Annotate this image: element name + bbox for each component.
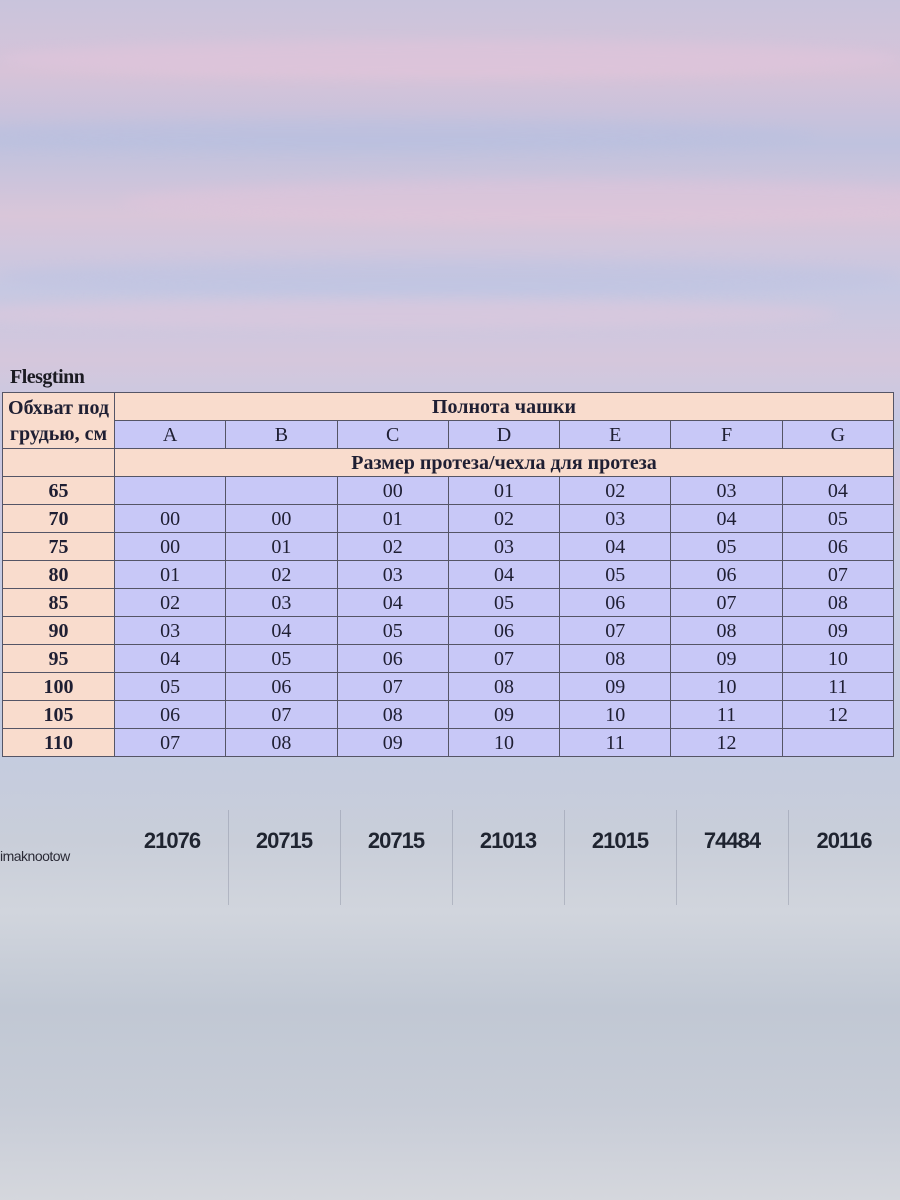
size-cell: 00 bbox=[226, 505, 337, 533]
footer-code bbox=[564, 810, 677, 905]
size-cell: 10 bbox=[671, 673, 782, 701]
table-row bbox=[3, 617, 894, 645]
girth-value: 65 bbox=[3, 477, 115, 505]
background-cloud bbox=[0, 40, 900, 78]
girth-value: 100 bbox=[3, 673, 115, 701]
size-cell: 01 bbox=[115, 561, 226, 589]
size-cell: 07 bbox=[782, 561, 893, 589]
blank-cell bbox=[3, 449, 115, 477]
size-cell: 06 bbox=[782, 533, 893, 561]
size-cell: 05 bbox=[115, 673, 226, 701]
size-cell: 00 bbox=[115, 533, 226, 561]
footer-code-text: 20715 bbox=[255, 828, 313, 853]
footer-code bbox=[788, 810, 900, 905]
size-cell: 00 bbox=[115, 505, 226, 533]
girth-header: Обхват под грудью, см bbox=[3, 393, 115, 449]
girth-value: 95 bbox=[3, 645, 115, 673]
size-cell: 08 bbox=[448, 673, 559, 701]
size-cell: 09 bbox=[782, 617, 893, 645]
size-cell: 11 bbox=[782, 673, 893, 701]
size-chart-table bbox=[2, 392, 894, 757]
size-cell: 08 bbox=[337, 701, 448, 729]
size-cell: 04 bbox=[448, 561, 559, 589]
girth-value: 80 bbox=[3, 561, 115, 589]
cup-letter: E bbox=[560, 421, 671, 449]
cup-title: Полнота чашки bbox=[115, 393, 894, 421]
girth-value: 90 bbox=[3, 617, 115, 645]
cup-letter: A bbox=[115, 421, 226, 449]
footer-code-text: 21076 bbox=[143, 828, 201, 853]
size-cell: 08 bbox=[782, 589, 893, 617]
table-row bbox=[3, 673, 894, 701]
size-cell: 07 bbox=[115, 729, 226, 757]
table-row bbox=[3, 561, 894, 589]
size-cell: 02 bbox=[448, 505, 559, 533]
background-cloud bbox=[0, 300, 840, 328]
size-cell: 04 bbox=[226, 617, 337, 645]
size-cell: 07 bbox=[448, 645, 559, 673]
footer-code-text: 21013 bbox=[479, 828, 537, 853]
size-cell: 04 bbox=[115, 645, 226, 673]
size-cell: 00 bbox=[337, 477, 448, 505]
size-cell: 01 bbox=[337, 505, 448, 533]
size-cell: 06 bbox=[337, 645, 448, 673]
footer-code bbox=[676, 810, 789, 905]
size-cell: 11 bbox=[671, 701, 782, 729]
table-row bbox=[3, 533, 894, 561]
girth-value: 75 bbox=[3, 533, 115, 561]
cup-letter: G bbox=[782, 421, 893, 449]
cup-letter: C bbox=[337, 421, 448, 449]
size-title: Размер протеза/чехла для протеза bbox=[115, 449, 894, 477]
size-cell: 02 bbox=[337, 533, 448, 561]
table-row bbox=[3, 701, 894, 729]
girth-value: 70 bbox=[3, 505, 115, 533]
table-row bbox=[3, 589, 894, 617]
size-cell: 06 bbox=[560, 589, 671, 617]
size-cell: 06 bbox=[671, 561, 782, 589]
footer-code-text: 74484 bbox=[703, 828, 761, 853]
size-cell: 06 bbox=[226, 673, 337, 701]
size-cell: 05 bbox=[671, 533, 782, 561]
cup-letter: B bbox=[226, 421, 337, 449]
size-cell: 09 bbox=[337, 729, 448, 757]
cup-letter: D bbox=[448, 421, 559, 449]
size-cell: 03 bbox=[115, 617, 226, 645]
size-cell: 02 bbox=[226, 561, 337, 589]
table-row bbox=[3, 645, 894, 673]
cup-letter: F bbox=[671, 421, 782, 449]
size-cell: 06 bbox=[448, 617, 559, 645]
size-cell: 12 bbox=[782, 701, 893, 729]
size-cell: 05 bbox=[560, 561, 671, 589]
size-cell: 02 bbox=[560, 477, 671, 505]
size-cell: 07 bbox=[671, 589, 782, 617]
size-cell: 04 bbox=[671, 505, 782, 533]
size-cell: 03 bbox=[448, 533, 559, 561]
size-cell: 09 bbox=[560, 673, 671, 701]
footer-code-text: 20116 bbox=[816, 828, 872, 853]
background-cloud bbox=[0, 260, 900, 294]
table-row bbox=[3, 477, 894, 505]
size-cell: 06 bbox=[115, 701, 226, 729]
size-cell: 02 bbox=[115, 589, 226, 617]
girth-value: 105 bbox=[3, 701, 115, 729]
table-row bbox=[3, 729, 894, 757]
footer-code bbox=[452, 810, 565, 905]
background-cloud bbox=[0, 120, 820, 150]
girth-value: 110 bbox=[3, 729, 115, 757]
size-cell: 10 bbox=[782, 645, 893, 673]
footer-label: imaknootow bbox=[0, 848, 70, 864]
footer-code-text: 20715 bbox=[367, 828, 425, 853]
caption: Flesgtinn bbox=[10, 366, 85, 388]
size-cell: 05 bbox=[782, 505, 893, 533]
size-cell: 05 bbox=[226, 645, 337, 673]
size-cell: 03 bbox=[337, 561, 448, 589]
size-cell bbox=[226, 477, 337, 505]
size-cell: 10 bbox=[448, 729, 559, 757]
size-cell: 07 bbox=[226, 701, 337, 729]
table-row bbox=[3, 505, 894, 533]
size-cell: 04 bbox=[560, 533, 671, 561]
size-cell bbox=[115, 477, 226, 505]
size-cell: 10 bbox=[560, 701, 671, 729]
size-cell: 05 bbox=[337, 617, 448, 645]
girth-value: 85 bbox=[3, 589, 115, 617]
size-cell: 01 bbox=[448, 477, 559, 505]
size-cell: 01 bbox=[226, 533, 337, 561]
size-cell: 04 bbox=[782, 477, 893, 505]
size-cell: 12 bbox=[671, 729, 782, 757]
size-cell bbox=[782, 729, 893, 757]
size-cell: 08 bbox=[560, 645, 671, 673]
size-cell: 03 bbox=[671, 477, 782, 505]
size-cell: 08 bbox=[226, 729, 337, 757]
size-cell: 03 bbox=[560, 505, 671, 533]
background-cloud bbox=[120, 180, 900, 224]
size-cell: 03 bbox=[226, 589, 337, 617]
size-cell: 04 bbox=[337, 589, 448, 617]
footer-code bbox=[340, 810, 453, 905]
size-cell: 07 bbox=[560, 617, 671, 645]
footer-code bbox=[116, 810, 229, 905]
footer-code bbox=[228, 810, 341, 905]
size-cell: 07 bbox=[337, 673, 448, 701]
size-cell: 05 bbox=[448, 589, 559, 617]
footer-row bbox=[0, 810, 900, 905]
size-cell: 09 bbox=[448, 701, 559, 729]
footer-code-text: 21015 bbox=[591, 828, 649, 853]
size-cell: 08 bbox=[671, 617, 782, 645]
size-cell: 11 bbox=[560, 729, 671, 757]
size-cell: 09 bbox=[671, 645, 782, 673]
